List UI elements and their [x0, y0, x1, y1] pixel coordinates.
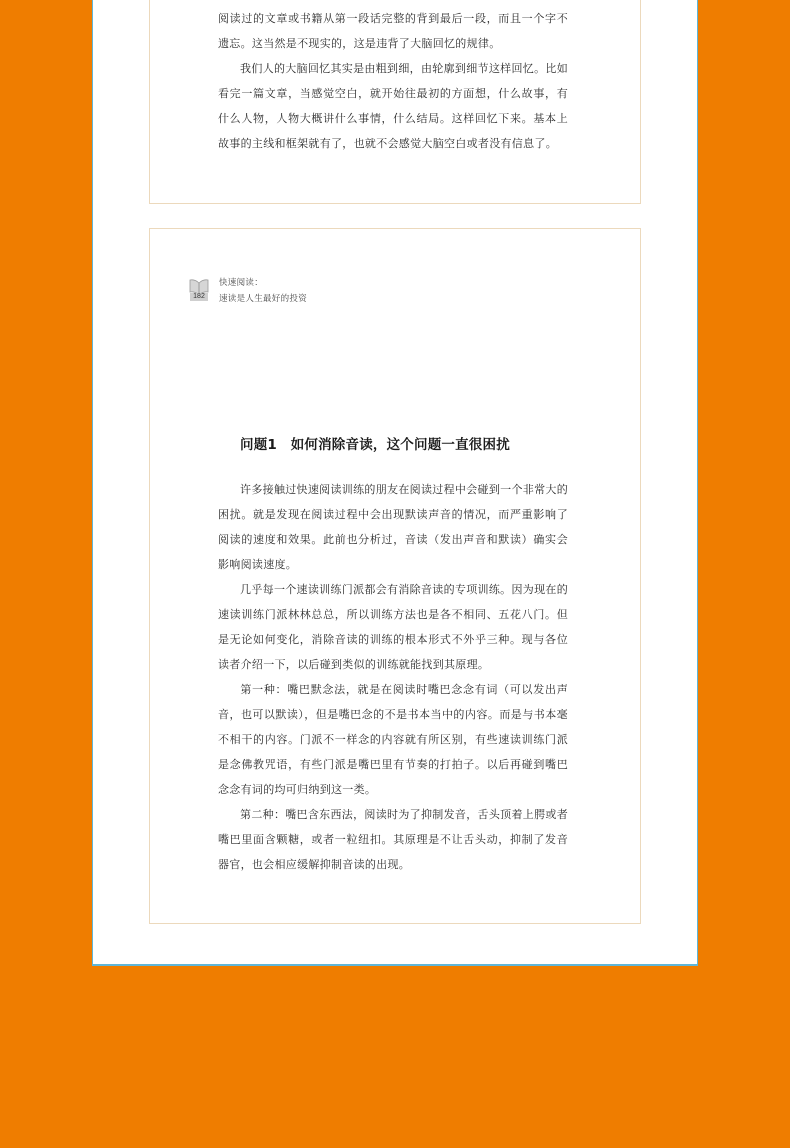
- body-paragraph-3: 第一种：嘴巴默念法，就是在阅读时嘴巴念念有词（可以发出声音，也可以默读），但是嘴巴念的不是书本当中的内容。而是与书本毫不相干的内容。门派不一样念的内容就有所区别，有些速读训练门派是念佛教咒语，有些门派是嘴巴里有节奏的打拍子。以后再碰到嘴巴念念有词的均可归纳到这一类。: [218, 683, 568, 796]
- body-paragraph-2: 几乎每一个速读训练门派都会有消除音读的专项训练。因为现在的速读训练门派林林总总，所以训练方法也是各不相同、五花八门。但是无论如何变化，消除音读的训练的根本形式不外乎三种。现与各位读者介绍一下，以后碰到类似的训练就能找到其原理。: [218, 583, 568, 671]
- body-paragraph-4: 第二种：嘴巴含东西法，阅读时为了抑制发音，舌头顶着上腭或者嘴巴里面含颗糖，或者一粒纽扣。其原理是不让舌头动，抑制了发音器官，也会相应缓解抑制音读的出现。: [218, 808, 568, 871]
- body-paragraph-1: 许多接触过快速阅读训练的朋友在阅读过程中会碰到一个非常大的困扰。就是发现在阅读过程中会出现默读声音的情况，而严重影响了阅读的速度和效果。此前也分析过，音读（发出声音和默读）确实会影响阅读速度。: [218, 483, 568, 571]
- page-number: 182: [190, 293, 208, 301]
- running-header-title: 快速阅读：: [219, 278, 264, 288]
- running-header-subtitle: 速读是人生最好的投资: [219, 294, 308, 304]
- section-heading: 问题1 如何消除音读，这个问题一直很困扰: [240, 437, 510, 453]
- top-paragraph-1: 阅读过的文章或书籍从第一段话完整的背到最后一段，而且一个字不遗忘。这当然是不现实的，这是违背了大脑回忆的规律。: [218, 12, 568, 50]
- top-paragraph-2: 我们人的大脑回忆其实是由粗到细，由轮廓到细节这样回忆。比如看完一篇文章，当感觉空白，就开始往最初的方面想，什么故事，有什么人物，人物大概讲什么事情，什么结局。这样回忆下来。基本上故事的主线和框架就有了，也就不会感觉大脑空白或者没有信息了。: [218, 62, 568, 150]
